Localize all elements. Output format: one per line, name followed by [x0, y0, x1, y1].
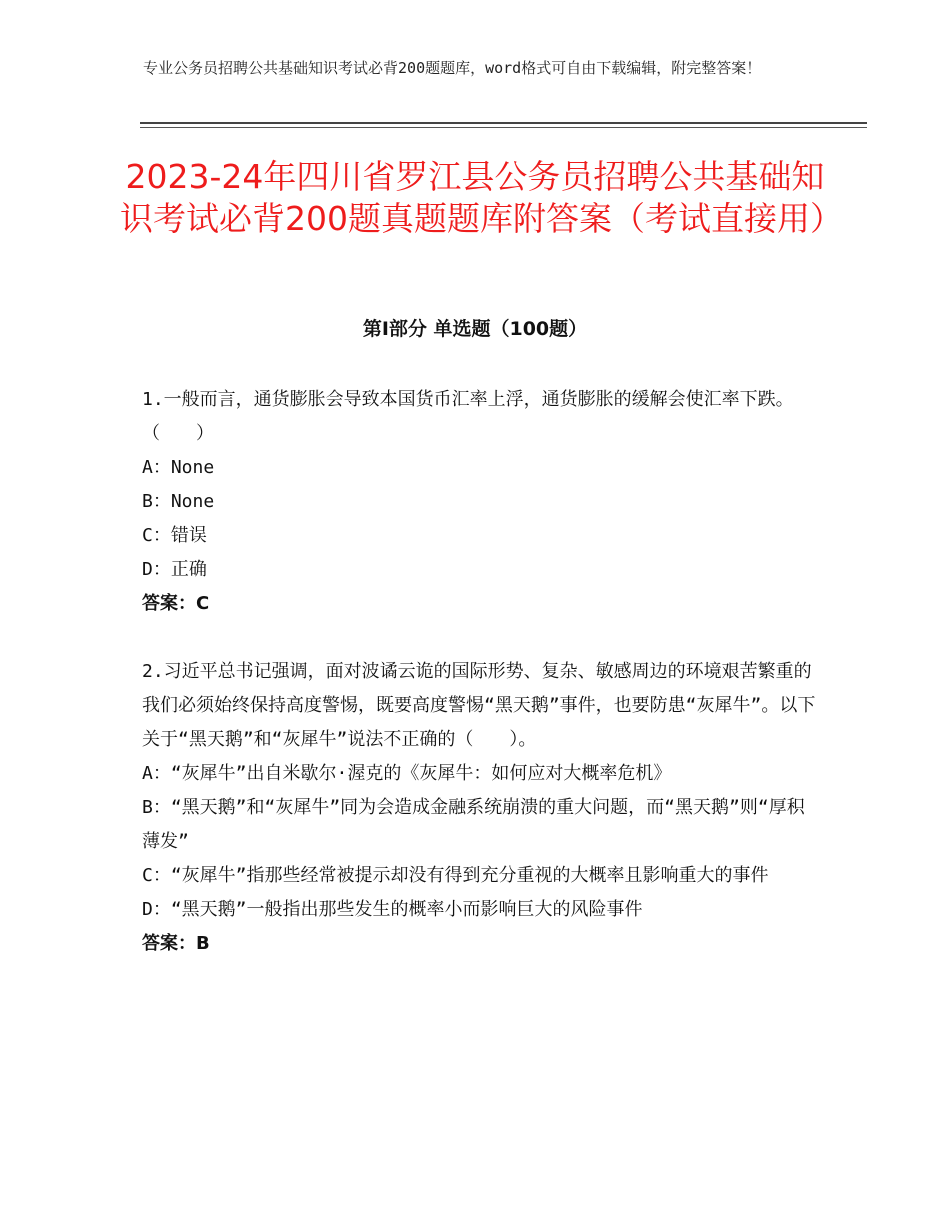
question-2-options	[142, 757, 822, 927]
question-2	[142, 655, 822, 961]
question-1-options	[142, 451, 822, 587]
question-2-option-b: B：“黑天鹅”和“灰犀牛”同为会造成金融系统崩溃的重大问题，而“黑天鹅”则“厚积薄发”	[142, 797, 805, 852]
question-1-option-c: C：错误	[142, 525, 207, 546]
question-2-option-a: A：“灰犀牛”出自米歇尔·渥克的《灰犀牛：如何应对大概率危机》	[142, 763, 672, 784]
question-1-answer: 答案：C	[142, 593, 210, 614]
question-1-option-a: A：None	[142, 457, 215, 478]
question-1-option-b: B：None	[142, 491, 215, 512]
document-title: 2023-24年四川省罗江县公务员招聘公共基础知识考试必背200题真题题库附答案（考试直接用）	[120, 157, 843, 238]
header-rule-thin	[140, 127, 867, 128]
question-1-option-d: D：正确	[142, 559, 207, 580]
question-2-option-c: C：“灰犀牛”指那些经常被提示却没有得到充分重视的大概率且影响重大的事件	[142, 865, 769, 886]
question-2-option-d: D：“黑天鹅”一般指出那些发生的概率小而影响巨大的风险事件	[142, 899, 643, 920]
question-2-text: 2.习近平总书记强调，面对波谲云诡的国际形势、复杂、敏感周边的环境艰苦繁重的我们必须始终保持高度警惕，既要高度警惕“黑天鹅”事件，也要防患“灰犀牛”。以下关于“黑天鹅”和“灰犀牛”说法不正确的（ ）。	[142, 661, 816, 750]
question-2-answer: 答案：B	[142, 933, 210, 954]
header-note: 专业公务员招聘公共基础知识考试必背200题题库，word格式可自由下载编辑，附完整答案！	[143, 59, 762, 77]
header-rule-thick	[140, 122, 867, 124]
section-title: 第Ⅰ部分 单选题（100题）	[362, 318, 588, 340]
question-1	[142, 383, 822, 621]
question-1-text: 1.一般而言，通货膨胀会导致本国货币汇率上浮，通货膨胀的缓解会使汇率下跌。（ ）	[142, 389, 794, 444]
